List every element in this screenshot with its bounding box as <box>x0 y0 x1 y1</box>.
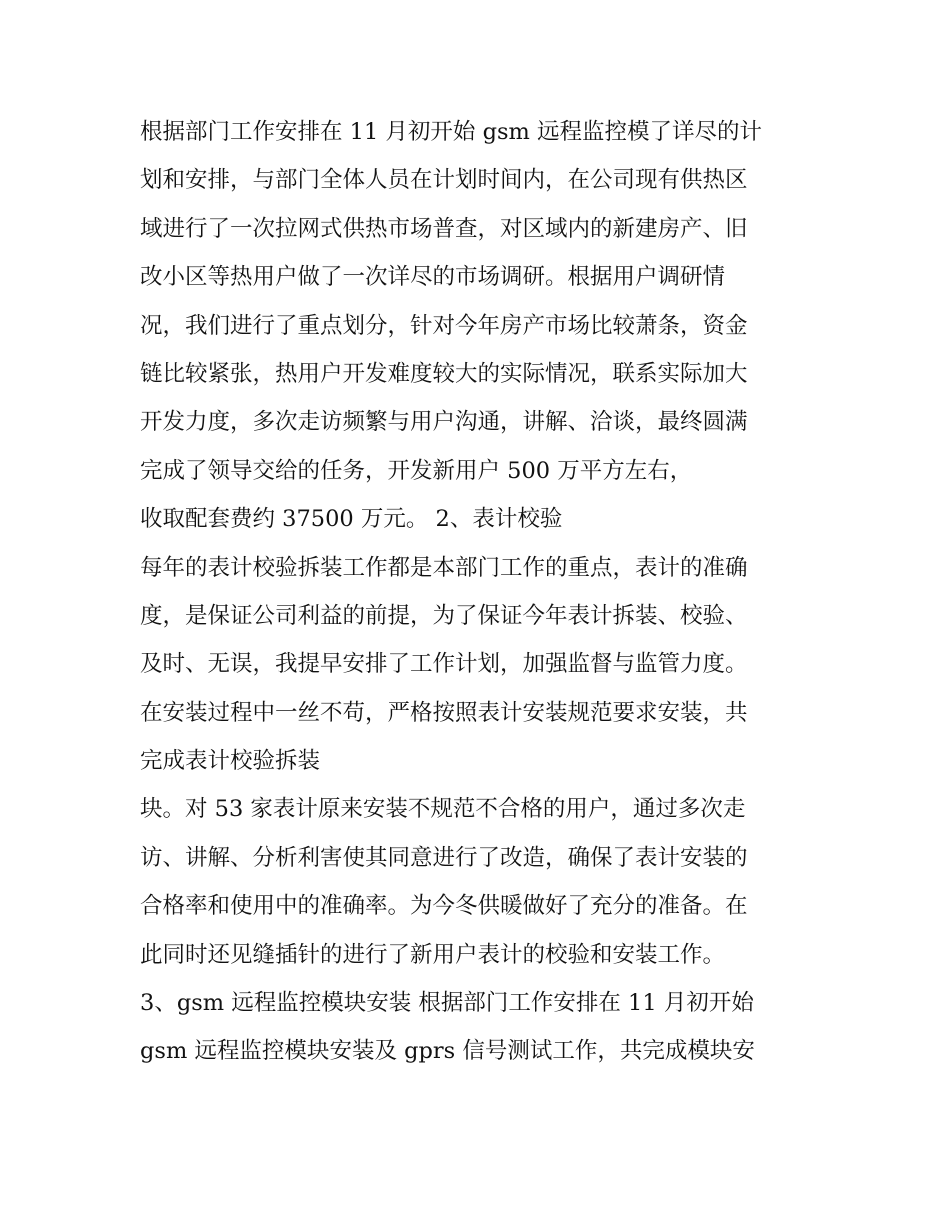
text-line: 链比较紧张，热用户开发难度较大的实际情况，联系实际加大 <box>140 360 748 387</box>
text-line: 开发力度，多次走访频繁与用户沟通，讲解、洽谈，最终圆满 <box>140 409 748 436</box>
text-line: 根据部门工作安排在 11 月初开始 gsm 远程监控模了详尽的计 <box>140 119 763 145</box>
text-line: 块。对 53 家表计原来安装不规范不合格的用户，通过多次走 <box>140 796 746 823</box>
text-line: 在安装过程中一丝不苟，严格按照表计安装规范要求安装，共 <box>140 699 748 726</box>
text-line: 改小区等热用户做了一次详尽的市场调研。根据用户调研情 <box>140 264 726 291</box>
body-text <box>140 108 820 1076</box>
text-line: 划和安排，与部门全体人员在计划时间内，在公司现有供热区 <box>140 167 748 194</box>
text-line: 此同时还见缝插针的进行了新用户表计的校验和安装工作。 <box>140 941 726 968</box>
text-line: 合格率和使用中的准确率。为今冬供暖做好了充分的准备。在 <box>140 893 748 920</box>
text-line: 访、讲解、分析利害使其同意进行了改造，确保了表计安装的 <box>140 844 748 871</box>
text-line: 况，我们进行了重点划分，针对今年房产市场比较萧条，资金 <box>140 312 748 339</box>
text-line: 及时、无误，我提早安排了工作计划，加强监督与监管力度。 <box>140 651 748 678</box>
text-line: gsm 远程监控模块安装及 gprs 信号测试工作，共完成模块安 <box>140 1038 755 1065</box>
text-line: 3、gsm 远程监控模块安装 根据部门工作安排在 11 月初开始 <box>140 990 754 1017</box>
text-line: 每年的表计校验拆装工作都是本部门工作的重点，表计的准确 <box>140 554 748 581</box>
text-line: 完成表计校验拆装 <box>140 748 321 775</box>
text-line: 收取配套费约 37500 万元。 2、表计校验 <box>140 506 563 533</box>
text-line: 度，是保证公司利益的前提，为了保证今年表计拆装、校验、 <box>140 602 748 629</box>
text-line: 域进行了一次拉网式供热市场普查，对区域内的新建房产、旧 <box>140 215 748 242</box>
text-line: 完成了领导交给的任务，开发新用户 500 万平方左右， <box>140 457 693 484</box>
